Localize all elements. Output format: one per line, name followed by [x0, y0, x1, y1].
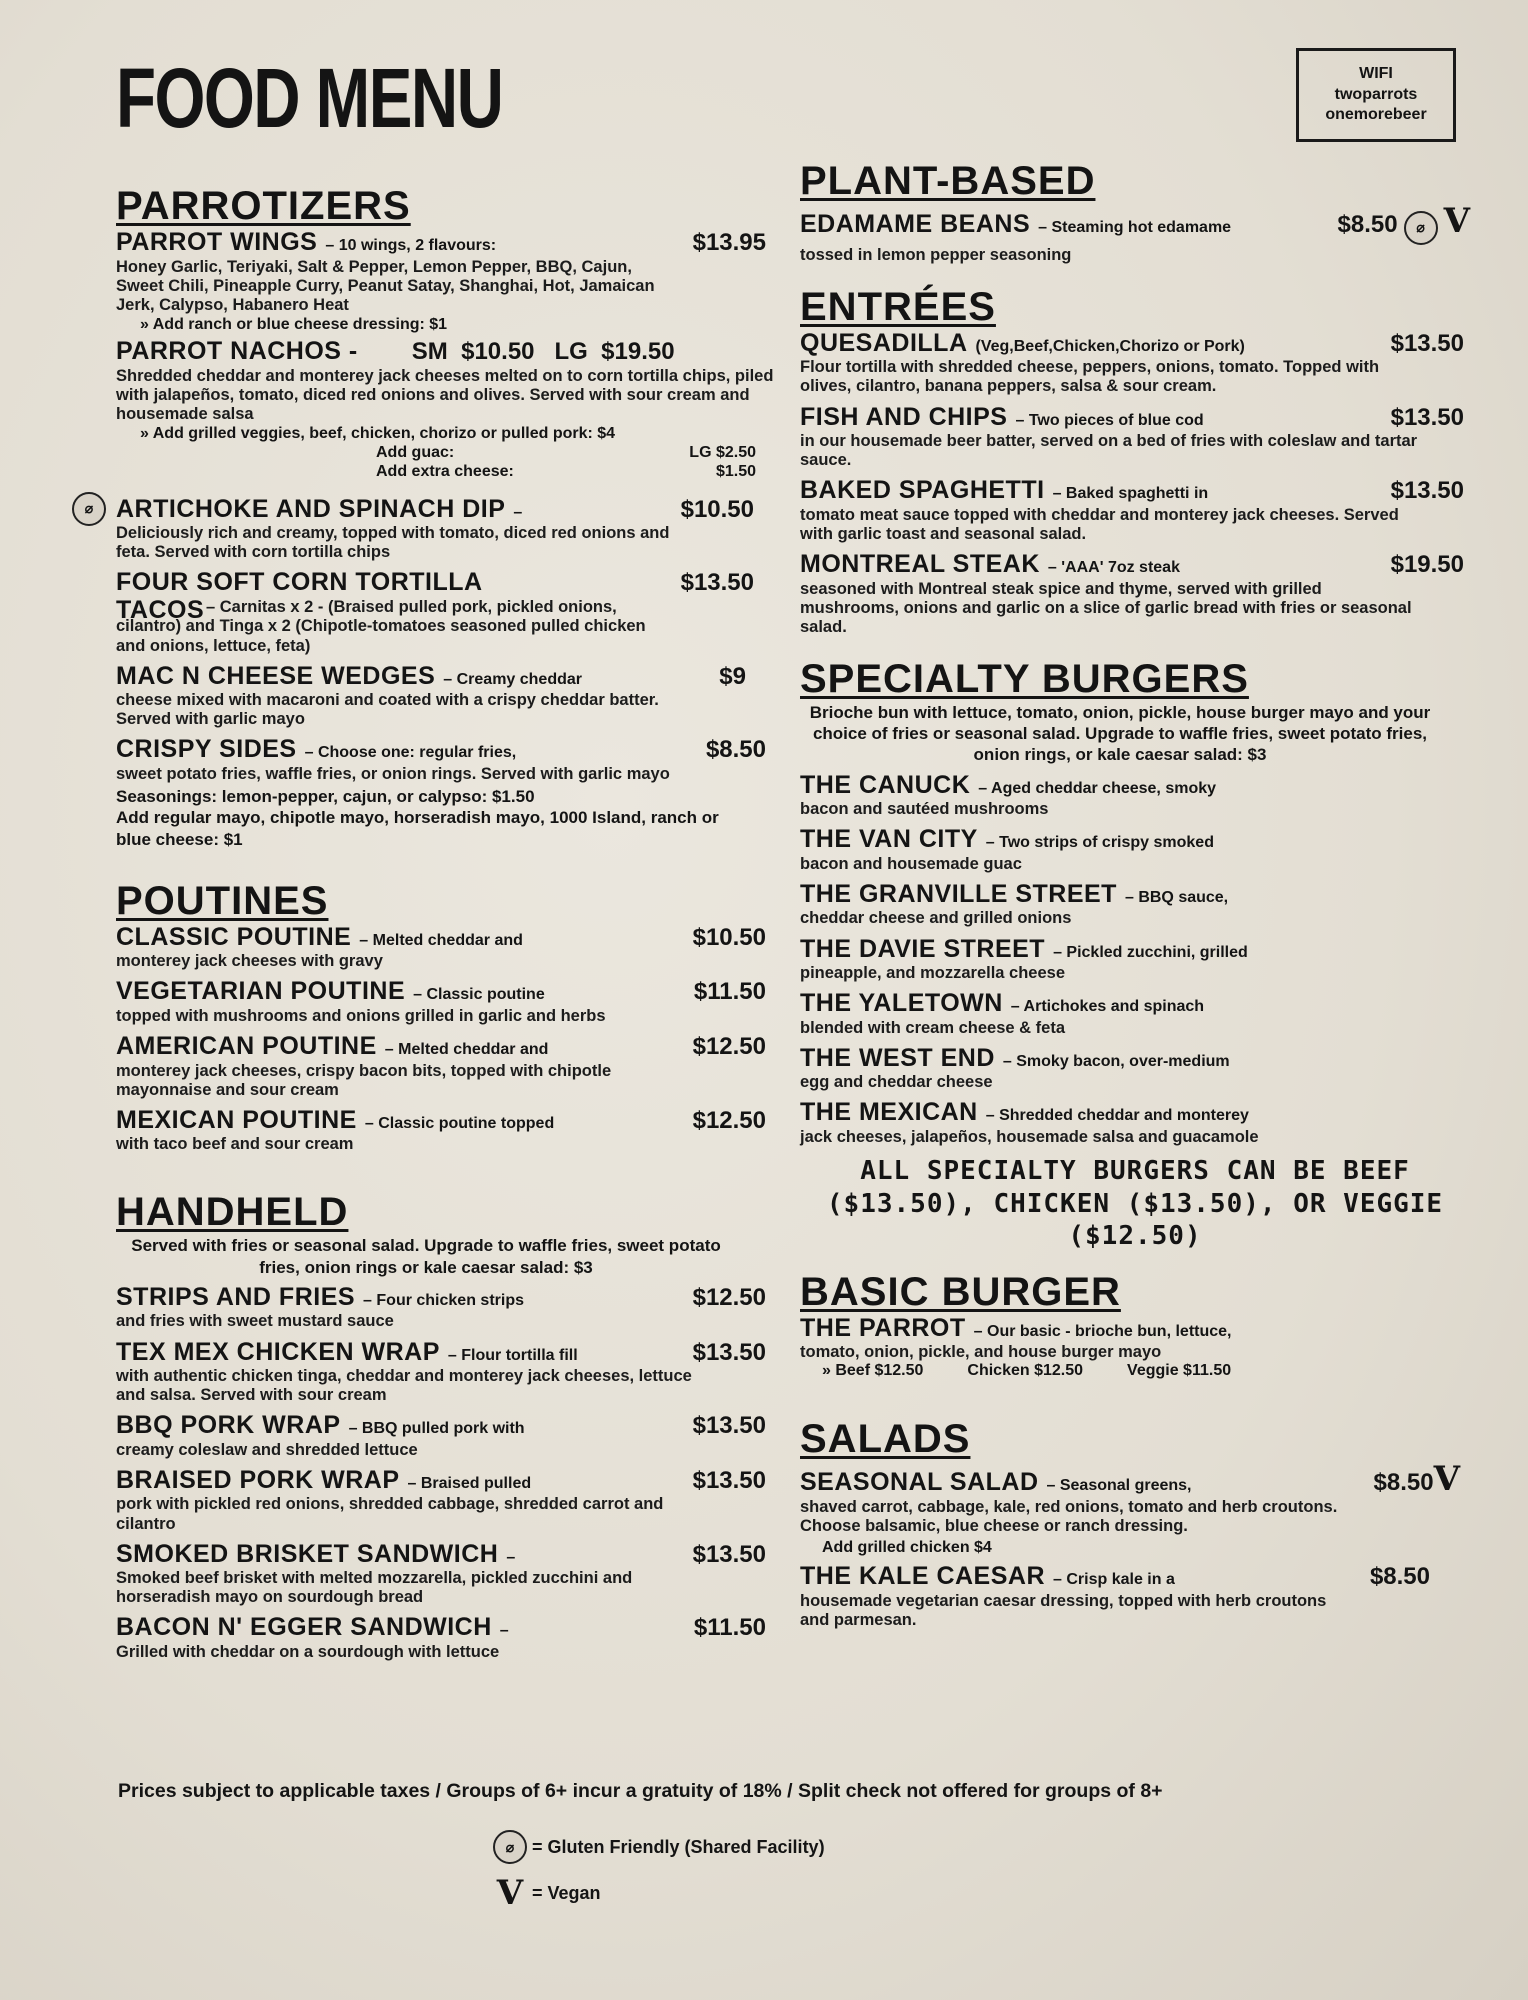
- item-price: $12.50: [692, 1033, 766, 1060]
- menu-item-seasonal-salad: [800, 1459, 1470, 1557]
- guac-label: Add guac:: [376, 444, 455, 462]
- menu-item-edamame: [800, 201, 1470, 265]
- item-desc: pineapple, and mozzarella cheese: [800, 964, 1066, 983]
- item-desc: tossed in lemon pepper seasoning: [800, 245, 1072, 264]
- menu-item: [116, 1339, 786, 1406]
- menu-item: [116, 978, 786, 1026]
- legend-vegan: = Vegan: [532, 1882, 601, 1903]
- section-parrotizers: PARROTIZERS: [116, 184, 411, 228]
- guac-price: LG $2.50: [689, 444, 756, 462]
- menu-item: [800, 826, 1470, 874]
- item-desc: tomato, onion, pickle, and house burger mayo: [800, 1343, 1162, 1362]
- item-sub: – Two strips of crispy smoked: [985, 834, 1214, 852]
- right-column: [800, 160, 1470, 1637]
- item-desc: Flour tortilla with shredded cheese, peppers, onions, tomato. Topped with olives, cilantro, banana peppers, salsa & sour cream.: [800, 358, 1380, 396]
- item-desc: cheese mixed with macaroni and coated with a crispy cheddar batter. Served with garlic mayo: [116, 691, 659, 729]
- item-name: THE VAN CITY: [800, 825, 978, 854]
- item-desc: – Carnitas x 2 - (Braised pulled pork, pickled onions, cilantro) and Tinga x 2 (Chipotle-tomatoes seasoned pulled chicken and onions, lettuce, feta): [116, 598, 646, 655]
- item-desc: cheddar cheese and grilled onions: [800, 909, 1072, 928]
- item-price: $12.50: [692, 1283, 766, 1311]
- item-sub: – Seasonal greens,: [1046, 1477, 1192, 1495]
- item-desc: bacon and housemade guac: [800, 854, 1022, 873]
- item-sub: – Melted cheddar and: [359, 931, 523, 949]
- menu-item: [116, 1033, 786, 1100]
- item-price: $8.50: [1369, 1563, 1430, 1591]
- item-desc: blended with cream cheese & feta: [800, 1018, 1066, 1037]
- wifi-password: onemorebeer: [1325, 106, 1427, 124]
- item-name-line2: TACOS: [116, 595, 205, 624]
- item-sub: – Braised pulled: [407, 1474, 532, 1492]
- item-desc: creamy coleslaw and shredded lettuce: [116, 1440, 418, 1459]
- item-desc: topped with mushrooms and onions grilled in garlic and herbs: [116, 1006, 606, 1025]
- menu-item-nachos: [116, 338, 786, 481]
- item-name: MONTREAL STEAK: [800, 550, 1040, 579]
- menu-item: [800, 990, 1470, 1038]
- specialty-list: [800, 772, 1470, 1147]
- wifi-network: twoparrots: [1334, 85, 1418, 103]
- entree-list: [800, 330, 1470, 637]
- item-name: THE KALE CAESAR: [800, 1562, 1046, 1591]
- item-sub: – Artichokes and spinach: [1010, 998, 1205, 1016]
- menu-item-parrot-burger: [800, 1315, 1470, 1381]
- item-desc: with taco beef and sour cream: [116, 1135, 354, 1154]
- item-name: ARTICHOKE AND SPINACH DIP: [116, 494, 506, 523]
- item-name: FOUR SOFT CORN TORTILLA: [116, 568, 483, 597]
- item-price: $13.50: [692, 1540, 766, 1568]
- item-name: SEASONAL SALAD: [800, 1468, 1039, 1497]
- item-price: $11.50: [693, 978, 766, 1006]
- item-price: $13.50: [692, 1338, 766, 1366]
- menu-item-tacos: [116, 569, 786, 655]
- item-desc: housemade vegetarian caesar dressing, topped with herb croutons and parmesan.: [800, 1591, 1327, 1629]
- item-desc: pork with pickled red onions, shredded cabbage, shredded carrot and cilantro: [116, 1495, 664, 1533]
- item-price: $8.50: [1373, 1469, 1434, 1497]
- item-desc: monterey jack cheeses with gravy: [116, 952, 383, 971]
- menu-item: [800, 881, 1470, 929]
- item-note: Add grilled chicken $4: [822, 1538, 992, 1556]
- vegan-icon: V: [496, 1873, 524, 1913]
- menu-item-sides: [116, 736, 786, 849]
- menu-item-kale-caesar: [800, 1563, 1470, 1630]
- item-desc: Grilled with cheddar on a sourdough with lettuce: [116, 1642, 500, 1661]
- item-name: BBQ PORK WRAP: [116, 1411, 341, 1440]
- item-sub: – Creamy cheddar: [443, 670, 582, 688]
- item-sub: – 'AAA' 7oz steak: [1047, 559, 1180, 577]
- item-sub: – Steaming hot edamame: [1038, 219, 1232, 236]
- item-desc: jack cheeses, jalapeños, housemade salsa and guacamole: [800, 1127, 1259, 1146]
- menu-item: [800, 330, 1470, 397]
- item-price: $13.95: [692, 229, 766, 256]
- item-sub: (Veg,Beef,Chicken,Chorizo or Pork): [975, 337, 1245, 355]
- beef-option: » Beef $12.50: [822, 1362, 924, 1380]
- menu-item: [116, 1107, 786, 1155]
- item-price: $12.50: [692, 1106, 766, 1134]
- item-price: $9: [719, 662, 746, 690]
- item-price: $13.50: [1390, 477, 1464, 505]
- menu-item: [116, 1467, 786, 1534]
- item-name: THE DAVIE STREET: [800, 934, 1046, 963]
- item-sub: – Classic poutine topped: [364, 1114, 555, 1132]
- item-name: THE WEST END: [800, 1043, 995, 1072]
- item-price: $8.50: [1337, 211, 1398, 238]
- item-price: $10.50: [680, 495, 754, 523]
- section-plant-based: PLANT-BASED: [800, 159, 1096, 203]
- section-entrees: ENTRÉES: [800, 284, 996, 329]
- menu-item: [800, 404, 1470, 471]
- wifi-label: WIFI: [1359, 64, 1393, 82]
- item-note: » Add grilled veggies, beef, chicken, chorizo or pulled pork: $4: [140, 424, 616, 442]
- item-name: FISH AND CHIPS: [800, 402, 1008, 431]
- menu-item: [116, 1541, 786, 1608]
- item-price: $13.50: [692, 1466, 766, 1494]
- item-price: $10.50: [692, 923, 766, 951]
- cheese-price: $1.50: [715, 463, 756, 481]
- vegan-icon: V: [1443, 201, 1470, 241]
- item-name: AMERICAN POUTINE: [116, 1032, 377, 1060]
- wifi-box: [1296, 48, 1456, 142]
- item-name: CRISPY SIDES: [116, 735, 297, 764]
- menu-item-dip: [84, 494, 786, 563]
- menu-item: [800, 551, 1470, 637]
- item-sub: – Our basic - brioche bun, lettuce,: [973, 1322, 1232, 1340]
- item-sub: –: [506, 1548, 516, 1566]
- item-price: $13.50: [1390, 403, 1464, 431]
- section-poutines: POUTINES: [116, 878, 329, 923]
- item-price: $19.50: [1390, 551, 1464, 579]
- item-sub: – Melted cheddar and: [384, 1041, 549, 1058]
- vegan-icon: V: [1433, 1459, 1460, 1500]
- handheld-list: [116, 1284, 786, 1662]
- item-price: SM $10.50 LG $19.50: [411, 338, 675, 366]
- item-price: $13.50: [680, 569, 754, 597]
- item-name: QUESADILLA: [800, 328, 968, 357]
- gluten-friendly-icon: ⌀: [1404, 211, 1438, 245]
- item-name: PARROT NACHOS -: [116, 337, 358, 366]
- sides-mayo: Add regular mayo, chipotle mayo, horseradish mayo, 1000 Island, ranch or blue cheese: $1: [116, 808, 719, 849]
- page-title: FOOD MENU: [116, 51, 503, 145]
- item-sub: – Choose one: regular fries,: [304, 744, 517, 762]
- item-sub: – Four chicken strips: [363, 1291, 524, 1309]
- poutine-list: [116, 924, 786, 1155]
- sides-seasonings: Seasonings: lemon-pepper, cajun, or calypso: $1.50: [116, 787, 535, 806]
- specialty-intro: Brioche bun with lettuce, tomato, onion, pickle, house burger mayo and your choice of fries or seasonal salad. Upgrade to waffle fries, sweet potato fries, onion rings, or kale caesar salad: $3: [809, 702, 1431, 765]
- item-desc: tomato meat sauce topped with cheddar and monterey jack cheeses. Served with garlic toast and seasonal salad.: [800, 505, 1399, 543]
- handheld-intro: Served with fries or seasonal salad. Upgrade to waffle fries, sweet potato fries, onion rings or kale caesar salad: $3: [131, 1236, 721, 1277]
- item-price: $13.50: [692, 1412, 766, 1440]
- item-name: TEX MEX CHICKEN WRAP: [116, 1337, 440, 1366]
- item-sub: – Baked spaghetti in: [1052, 485, 1209, 503]
- item-sub: – Flour tortilla fill: [447, 1346, 578, 1364]
- item-name: MEXICAN POUTINE: [116, 1105, 357, 1134]
- item-sub: – 10 wings, 2 flavours:: [325, 237, 497, 254]
- section-handheld: HANDHELD: [116, 1190, 349, 1235]
- item-desc: shaved carrot, cabbage, kale, red onions, tomato and herb croutons. Choose balsamic, blue cheese or ranch dressing.: [800, 1497, 1338, 1535]
- item-desc: seasoned with Montreal steak spice and thyme, served with grilled mushrooms, onions and garlic on a slice of garlic bread with fries or seasonal salad.: [800, 579, 1412, 636]
- menu-item: [800, 772, 1470, 820]
- section-specialty-burgers: SPECIALTY BURGERS: [800, 656, 1249, 701]
- menu-item-mac: [116, 663, 786, 730]
- item-sub: – Aged cheddar cheese, smoky: [978, 779, 1217, 797]
- gluten-friendly-icon: ⌀: [72, 492, 106, 526]
- item-sub: – Two pieces of blue cod: [1015, 411, 1204, 429]
- item-name: THE GRANVILLE STREET: [800, 879, 1117, 908]
- item-price: $11.50: [693, 1614, 766, 1642]
- item-desc: Smoked beef brisket with melted mozzarella, pickled zucchini and horseradish mayo on sourdough bread: [116, 1569, 633, 1607]
- item-name: MAC N CHEESE WEDGES: [116, 661, 436, 690]
- item-name: THE PARROT: [800, 1313, 966, 1342]
- item-name: EDAMAME BEANS: [800, 210, 1031, 238]
- menu-item: [116, 1284, 786, 1332]
- menu-item: [116, 1614, 786, 1662]
- item-name: PARROT WINGS: [116, 228, 318, 256]
- menu-item: [800, 936, 1470, 984]
- item-price: $8.50: [705, 736, 766, 764]
- section-basic-burger: BASIC BURGER: [800, 1269, 1121, 1314]
- item-sub: – BBQ sauce,: [1124, 888, 1229, 906]
- legend-gluten-friendly: = Gluten Friendly (Shared Facility): [532, 1836, 825, 1857]
- item-desc: Honey Garlic, Teriyaki, Salt & Pepper, Lemon Pepper, BBQ, Cajun, Sweet Chili, Pineapple Curry, Peanut Satay, Shanghai, Hot, Jamaican Jerk, Calypso, Habanero Heat: [116, 257, 655, 314]
- item-name: THE CANUCK: [800, 770, 971, 799]
- item-sub: – BBQ pulled pork with: [348, 1420, 525, 1438]
- chicken-option: Chicken $12.50: [967, 1362, 1084, 1380]
- item-desc: with authentic chicken tinga, cheddar and monterey jack cheeses, lettuce and salsa. Served with sour cream: [116, 1367, 692, 1405]
- footer-policy: Prices subject to applicable taxes / Groups of 6+ incur a gratuity of 18% / Split check not offered for groups of 8+: [118, 1780, 1163, 1802]
- basic-burger-options: [800, 1362, 1470, 1380]
- legend: [488, 1830, 825, 1922]
- nachos-extras: [116, 443, 786, 481]
- menu-item: [116, 1412, 786, 1460]
- item-sub: – Classic poutine: [413, 986, 545, 1004]
- item-sub: –: [499, 1622, 509, 1640]
- left-column: [84, 184, 786, 1669]
- item-desc: Shredded cheddar and monterey jack cheeses melted on to corn tortilla chips, piled with jalapeños, tomato, diced red onions and olives. Served with sour cream and housemade salsa: [116, 366, 774, 423]
- item-name: BAKED SPAGHETTI: [800, 476, 1045, 505]
- item-sub: – Crisp kale in a: [1053, 1571, 1175, 1589]
- item-sub: – Smoky bacon, over-medium: [1002, 1052, 1230, 1070]
- specialty-note: ALL SPECIALTY BURGERS CAN BE BEEF ($13.50), CHICKEN ($13.50), OR VEGGIE ($12.50): [826, 1156, 1444, 1252]
- item-name: THE MEXICAN: [800, 1098, 978, 1127]
- item-name: STRIPS AND FRIES: [116, 1282, 356, 1311]
- item-name: SMOKED BRISKET SANDWICH: [116, 1539, 499, 1568]
- gluten-friendly-icon: ⌀: [493, 1830, 527, 1864]
- item-desc: and fries with sweet mustard sauce: [116, 1312, 394, 1331]
- item-desc: egg and cheddar cheese: [800, 1073, 993, 1092]
- item-sub: – Shredded cheddar and monterey: [985, 1107, 1249, 1125]
- menu-item: [800, 1045, 1470, 1093]
- menu-item: [800, 477, 1470, 544]
- item-desc: Deliciously rich and creamy, topped with tomato, diced red onions and feta. Served with corn tortilla chips: [116, 524, 670, 562]
- item-name: THE YALETOWN: [800, 989, 1003, 1018]
- menu-item: [800, 1099, 1470, 1147]
- veggie-option: Veggie $11.50: [1127, 1362, 1232, 1380]
- menu-item: [116, 924, 786, 972]
- item-desc: in our housemade beer batter, served on a bed of fries with coleslaw and tartar sauce.: [800, 432, 1418, 470]
- item-name: BRAISED PORK WRAP: [116, 1465, 400, 1494]
- item-sub: – Pickled zucchini, grilled: [1053, 943, 1248, 961]
- item-name: CLASSIC POUTINE: [116, 922, 352, 951]
- item-sub: –: [513, 503, 523, 521]
- item-price: $13.50: [1390, 329, 1464, 357]
- menu-item-wings: [116, 229, 786, 334]
- item-desc: monterey jack cheeses, crispy bacon bits, topped with chipotle mayonnaise and sour cream: [116, 1061, 612, 1099]
- item-desc: bacon and sautéed mushrooms: [800, 800, 1049, 819]
- item-desc: sweet potato fries, waffle fries, or onion rings. Served with garlic mayo: [116, 764, 670, 783]
- item-name: BACON N' EGGER SANDWICH: [116, 1613, 492, 1642]
- item-note: » Add ranch or blue cheese dressing: $1: [140, 315, 448, 333]
- item-name: VEGETARIAN POUTINE: [116, 977, 406, 1006]
- section-salads: SALADS: [800, 1417, 971, 1462]
- cheese-label: Add extra cheese:: [376, 463, 514, 481]
